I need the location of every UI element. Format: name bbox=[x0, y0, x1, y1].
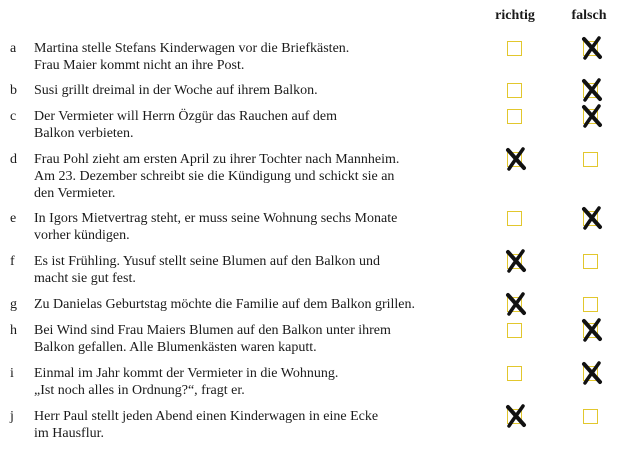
statement-text bbox=[34, 82, 454, 99]
falsch-checkbox[interactable] bbox=[583, 83, 598, 98]
falsch-checkbox[interactable] bbox=[583, 211, 598, 226]
richtig-checkbox[interactable] bbox=[507, 109, 522, 124]
richtig-checkbox[interactable] bbox=[507, 211, 522, 226]
statement-letter: f bbox=[10, 254, 15, 269]
richtig-checkbox[interactable] bbox=[507, 152, 522, 167]
statement-letter: d bbox=[10, 152, 17, 167]
statement-letter: i bbox=[10, 366, 14, 381]
statement-line: Bei Wind sind Frau Maiers Blumen auf den Balkon unter ihrem bbox=[34, 323, 391, 338]
statement-line: den Vermieter. bbox=[34, 186, 116, 201]
statement-line: Balkon verbieten. bbox=[34, 126, 134, 141]
statement-letter: h bbox=[10, 323, 17, 338]
statement-line: Martina stelle Stefans Kinderwagen vor die Briefkästen. bbox=[34, 41, 350, 56]
statement-text bbox=[34, 253, 454, 287]
statement-line: Frau Maier kommt nicht an ihre Post. bbox=[34, 58, 245, 73]
richtig-checkbox[interactable] bbox=[507, 366, 522, 381]
richtig-checkbox[interactable] bbox=[507, 41, 522, 56]
falsch-checkbox[interactable] bbox=[583, 41, 598, 56]
statement-letter: e bbox=[10, 211, 17, 226]
statement-line: Susi grillt dreimal in der Woche auf ihrem Balkon. bbox=[34, 83, 318, 98]
richtig-checkbox[interactable] bbox=[507, 297, 522, 312]
statement-line: Frau Pohl zieht am ersten April zu ihrer Tochter nach Mannheim. bbox=[34, 152, 400, 167]
statement-text bbox=[34, 408, 454, 442]
falsch-checkbox[interactable] bbox=[583, 323, 598, 338]
statement-line: Zu Danielas Geburtstag möchte die Familie auf dem Balkon grillen. bbox=[34, 297, 416, 312]
falsch-checkbox[interactable] bbox=[583, 297, 598, 312]
statement-text bbox=[34, 296, 454, 313]
falsch-checkbox[interactable] bbox=[583, 366, 598, 381]
richtig-checkbox[interactable] bbox=[507, 254, 522, 269]
statement-line: Es ist Frühling. Yusuf stellt seine Blumen auf den Balkon und bbox=[34, 254, 380, 269]
statement-line: In Igors Mietvertrag steht, er muss seine Wohnung sechs Monate bbox=[34, 211, 398, 226]
statement-letter: b bbox=[10, 83, 17, 98]
falsch-checkbox[interactable] bbox=[583, 409, 598, 424]
statement-line: Der Vermieter will Herrn Özgür das Rauchen auf dem bbox=[34, 109, 337, 124]
richtig-checkbox[interactable] bbox=[507, 323, 522, 338]
falsch-checkbox[interactable] bbox=[583, 109, 598, 124]
statement-letter: j bbox=[10, 409, 14, 424]
statement-letter: c bbox=[10, 109, 17, 124]
statement-text bbox=[34, 365, 454, 399]
statement-line: Einmal im Jahr kommt der Vermieter in die Wohnung. bbox=[34, 366, 339, 381]
statement-line: Am 23. Dezember schreibt sie die Kündigung und schickt sie an bbox=[34, 169, 395, 184]
statement-text bbox=[34, 40, 454, 74]
falsch-checkbox[interactable] bbox=[583, 152, 598, 167]
statement-text bbox=[34, 151, 454, 202]
column-header-richtig: richtig bbox=[495, 8, 535, 23]
statement-letter: g bbox=[10, 297, 17, 312]
statement-line: vorher kündigen. bbox=[34, 228, 130, 243]
statement-line: macht sie gut fest. bbox=[34, 271, 136, 286]
statement-line: Balkon gefallen. Alle Blumenkästen waren kaputt. bbox=[34, 340, 317, 355]
statement-text bbox=[34, 210, 454, 244]
statement-text bbox=[34, 322, 454, 356]
statement-text bbox=[34, 108, 454, 142]
richtig-checkbox[interactable] bbox=[507, 409, 522, 424]
richtig-checkbox[interactable] bbox=[507, 83, 522, 98]
column-header-falsch: falsch bbox=[571, 8, 607, 23]
falsch-checkbox[interactable] bbox=[583, 254, 598, 269]
statement-line: „Ist noch alles in Ordnung?“, fragt er. bbox=[34, 383, 245, 398]
statement-line: Herr Paul stellt jeden Abend einen Kinderwagen in eine Ecke bbox=[34, 409, 379, 424]
column-header bbox=[0, 8, 617, 28]
statement-line: im Hausflur. bbox=[34, 426, 104, 441]
statement-letter: a bbox=[10, 41, 17, 56]
